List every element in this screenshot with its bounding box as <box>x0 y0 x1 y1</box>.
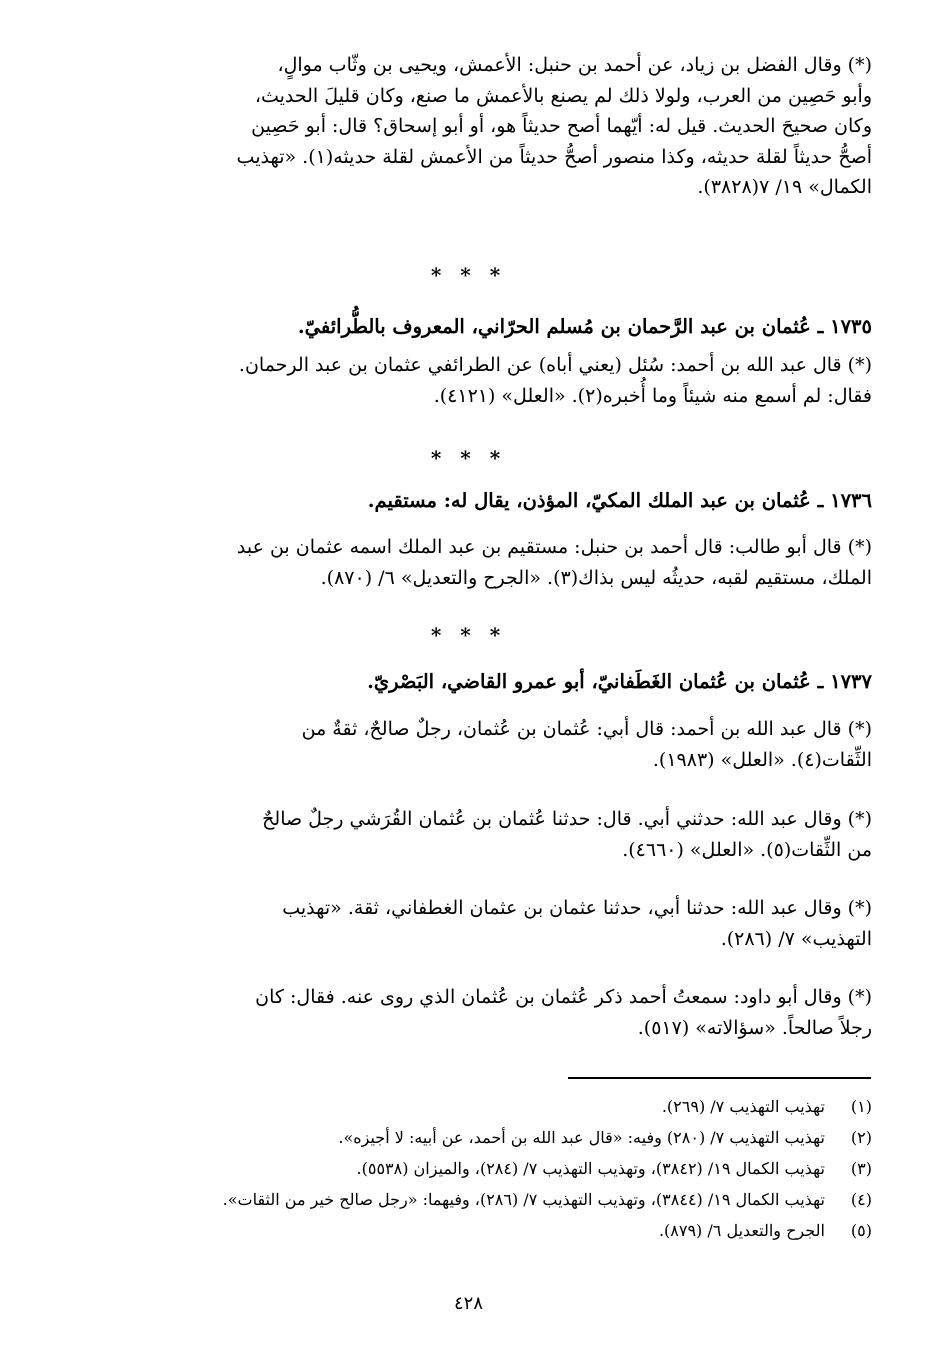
text-line: من الثِّقات(٥). «العلل» (٤٦٦٠). <box>622 838 872 861</box>
text-line: الملك، مستقيم لقبه، حديثُه ليس بذاك(٣). «الجرح والتعديل» ٦/ (٨٧٠). <box>320 566 872 589</box>
text-line: الثِّقات(٤). «العلل» (١٩٨٣). <box>652 748 872 771</box>
page-number: ٤٢٨ <box>453 1293 483 1314</box>
entry-1735-paragraph <box>72 350 872 411</box>
footnote-number: (١) <box>850 1097 872 1116</box>
footnote-text: تهذيب التهذيب ٧/ (٢٨٠) وفيه: «قال عبد الله بن أحمد، عن أبيه: لا أجيزه». <box>338 1128 825 1147</box>
text-line: الكمال» ١٩/ ٧(٣٨٢٨). <box>697 176 872 198</box>
entry-1735-heading: ١٧٣٥ ـ عُثمان بن عبد الرَّحمان بن مُسلم الحرّاني، المعروف بالطُّرائفيّ. <box>297 315 872 338</box>
text-line: (*) قال أبو طالب: قال أحمد بن حنبل: مستقيم بن عبد الملك اسمه عثمان بن عبد <box>236 536 872 558</box>
footnote-number: (٢) <box>850 1128 872 1147</box>
text-line: وأبو حَصِين من العرب، ولولا ذلك لم يصنع بالأعمش ما صنع، وكان قليلَ الحديث، <box>254 84 872 107</box>
text-line: وكان صحيحَ الحديث. قيل له: أيّهما أصح حديثاً هو، أو أبو إسحاق؟ قال: أبو حَصِين <box>251 115 872 137</box>
text-line: التهذيب» ٧/ (٢٨٦). <box>720 927 872 950</box>
footnote-text: تهذيب التهذيب ٧/ (٢٦٩). <box>661 1097 825 1116</box>
intro-paragraph <box>72 50 872 203</box>
footnote-text: تهذيب الكمال ١٩/ (٣٨٤٢)، وتهذيب التهذيب ٧/ (٢٨٤)، والميزان (٥٥٣٨). <box>356 1159 825 1178</box>
entry-1737-paragraph-2 <box>72 804 872 865</box>
entry-1736-paragraph <box>72 532 872 593</box>
entry-1737-heading: ١٧٣٧ ـ عُثمان بن عُثمان الغَطَفانيّ، أبو عمرو القاضي، البَصْريّ. <box>367 670 872 693</box>
text-line: (*) قال عبد الله بن أحمد: قال أبي: عُثمان بن عُثمان، رجلٌ صالحٌ، ثقةٌ من <box>301 718 872 740</box>
section-separator: * * * <box>430 623 507 647</box>
entry-1736-heading: ١٧٣٦ ـ عُثمان بن عبد الملك المكيّ، المؤذن، يقال له: مستقيم. <box>367 489 872 512</box>
footnote <box>72 1189 872 1211</box>
footnote <box>72 1220 872 1242</box>
text-line: رجلاً صالحاً. «سؤالاته» (٥١٧). <box>637 1016 872 1039</box>
text-line: أصحُّ حديثاً لقلة حديثه، وكذا منصور أصحُّ حديثاً من الأعمش لقلة حديثه(١). «تهذيب <box>236 145 872 168</box>
section-separator: * * * <box>430 263 507 287</box>
footnote-text: الجرح والتعديل ٦/ (٨٧٩). <box>658 1221 825 1240</box>
entry-1737-paragraph-3 <box>72 893 872 954</box>
footnote <box>72 1096 872 1118</box>
text-line: (*) وقال عبد الله: حدثني أبي. قال: حدثنا عُثمان بن عُثمان القُرَشي رجلٌ صالحٌ <box>262 808 872 830</box>
text-line: (*) وقال عبد الله: حدثنا أبي، حدثنا عثمان بن عثمان الغطفاني، ثقة. «تهذيب <box>282 897 872 919</box>
footnote-divider <box>568 1077 871 1079</box>
footnote <box>72 1158 872 1180</box>
text-line: (*) وقال أبو داود: سمعتُ أحمد ذكر عُثمان بن عُثمان الذي روى عنه. فقال: كان <box>255 986 872 1008</box>
footnote-number: (٤) <box>850 1190 872 1209</box>
footnote-number: (٥) <box>850 1221 872 1240</box>
entry-1737-paragraph-4 <box>72 982 872 1043</box>
footnote <box>72 1127 872 1149</box>
footnote-text: تهذيب الكمال ١٩/ (٣٨٤٤)، وتهذيب التهذيب ٧/ (٢٨٦)، وفيهما: «رجل صالح خير من الثقات». <box>222 1190 825 1209</box>
text-line: (*) وقال الفضل بن زياد، عن أحمد بن حنبل: الأعمش، ويحيى بن وثّاب موالٍ، <box>277 54 872 76</box>
footnote-number: (٣) <box>850 1159 872 1178</box>
text-line: فقال: لم أسمع منه شيئاً وما أُخبره(٢). «العلل» (٤١٢١). <box>433 384 872 407</box>
text-line: (*) قال عبد الله بن أحمد: سُئل (يعني أباه) عن الطرائفي عثمان بن عبد الرحمان. <box>238 354 872 376</box>
section-separator: * * * <box>430 446 507 470</box>
entry-1737-paragraph-1 <box>72 714 872 775</box>
